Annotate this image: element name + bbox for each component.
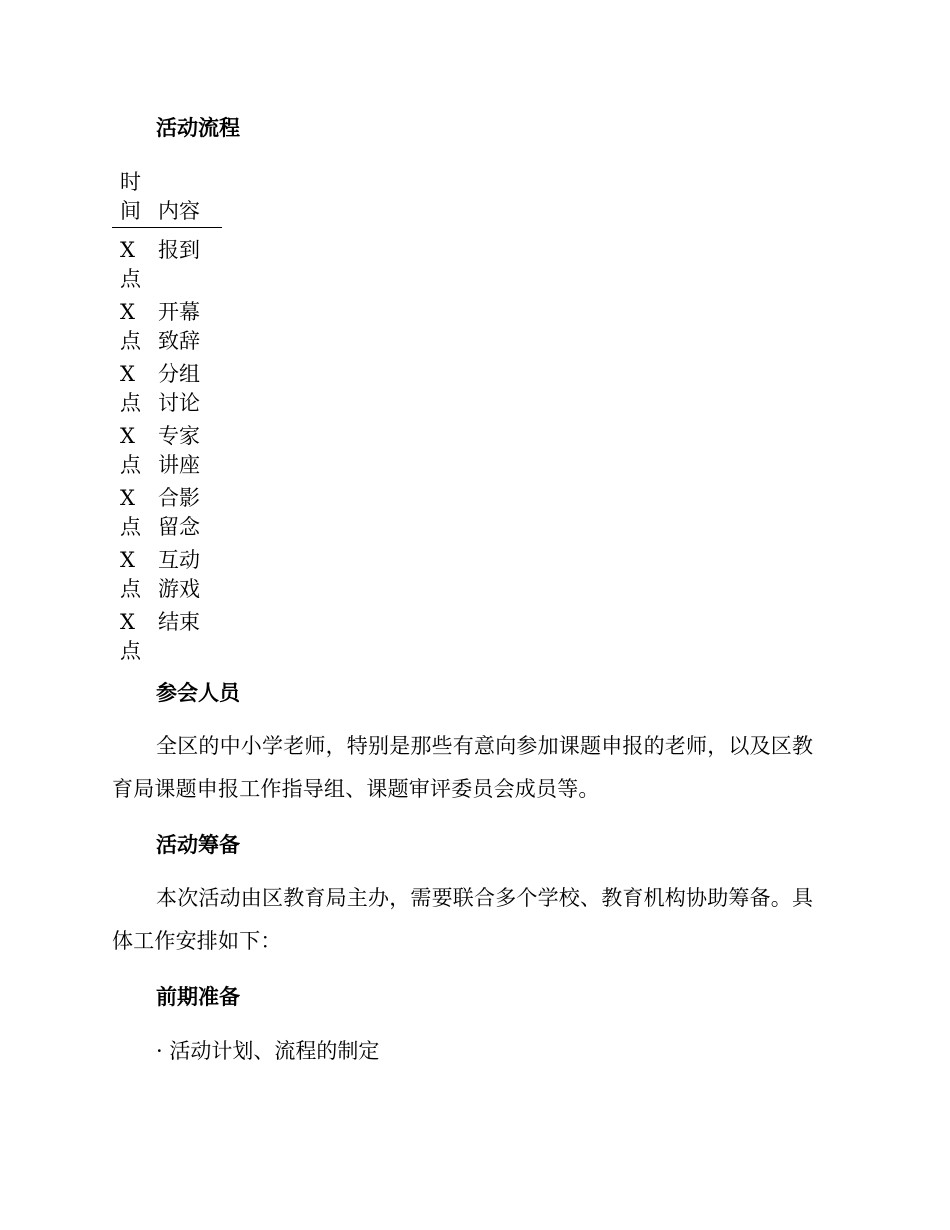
schedule-table [112,168,222,665]
schedule-row [112,484,222,541]
schedule-cell-time: X点 [120,610,141,663]
schedule-cell-content: 结束 [158,610,200,634]
attendees-paragraph [112,725,832,811]
schedule-cell-content: 专家讲座 [158,424,200,477]
schedule-header-content [150,168,210,225]
schedule-header-content-label: 内容 [158,198,200,223]
schedule-body [112,228,222,665]
attendees-text: 全区的中小学老师，特别是那些有意向参加课题申报的老师，以及区教育局课题申报工作指导组、课题审评委员会成员等。 [112,734,814,801]
schedule-row [112,236,222,293]
schedule-row [112,422,222,479]
schedule-cell-content: 互动游戏 [158,548,200,601]
schedule-header-time: 时间 [120,170,141,223]
schedule-cell-content: 报到 [158,238,200,262]
schedule-cell-content: 分组讨论 [158,362,200,415]
schedule-cell-time: X点 [120,362,141,415]
schedule-row [112,608,222,665]
schedule-cell-content: 合影留念 [158,486,200,539]
schedule-header-row [112,168,222,228]
schedule-cell-time: X点 [120,486,141,539]
section-heading-early-preparation: 前期准备 [156,985,240,1009]
preparation-text: 本次活动由区教育局主办，需要联合多个学校、教育机构协助筹备。具体工作安排如下： [112,886,814,953]
preparation-paragraph [112,877,832,963]
schedule-cell-content: 开幕致辞 [158,300,200,353]
section-heading-preparation: 活动筹备 [156,833,240,857]
section-heading-activity-flow: 活动流程 [156,116,240,140]
schedule-cell-time: X点 [120,238,141,291]
section-heading-attendees: 参会人员 [156,681,240,705]
schedule-row [112,360,222,417]
schedule-cell-time: X点 [120,424,141,477]
schedule-cell-time: X点 [120,300,141,353]
schedule-row [112,298,222,355]
schedule-row [112,546,222,603]
bullet-item: · 活动计划、流程的制定 [156,1039,380,1063]
schedule-cell-time: X点 [120,548,141,601]
